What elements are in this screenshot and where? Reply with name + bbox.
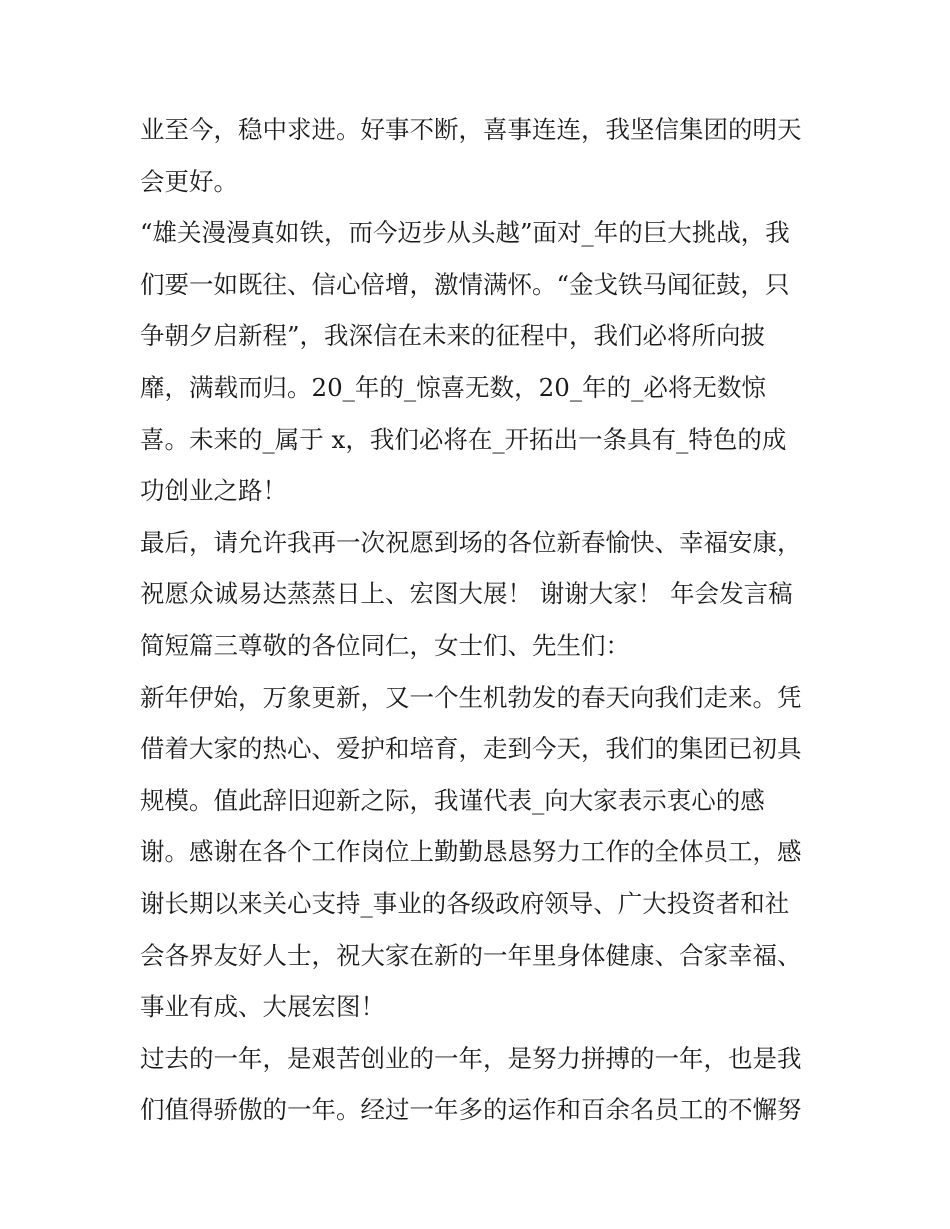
text-line: 谢。感谢在各个工作岗位上勤勤恳恳努力工作的全体员工，感 <box>140 837 802 867</box>
text-line: “雄关漫漫真如铁，而今迈步从头越”面对_年的巨大挑战，我 <box>140 218 790 248</box>
text-line: 新年伊始，万象更新，又一个生机勃发的春天向我们走来。凭 <box>140 682 802 712</box>
text-line: 会更好。 <box>140 166 238 196</box>
text-line: 喜。未来的_属于 x，我们必将在_开拓出一条具有_特色的成 <box>140 424 787 454</box>
body-text <box>140 104 820 1136</box>
text-line: 会各界友好人士，祝大家在新的一年里身体健康、合家幸福、 <box>140 940 802 970</box>
text-line: 过去的一年，是艰苦创业的一年，是努力拼搏的一年，也是我 <box>140 1043 802 1073</box>
text-line: 功创业之路！ <box>140 476 287 506</box>
text-line: 靡，满载而归。20_年的_惊喜无数，20_年的_必将无数惊 <box>140 372 766 402</box>
text-line: 借着大家的热心、爱护和培育，走到今天，我们的集团已初具 <box>140 734 802 764</box>
text-line: 们要一如既往、信心倍增，激情满怀。“金戈铁马闻征鼓，只 <box>140 269 790 299</box>
text-line: 业至今，稳中求进。好事不断，喜事连连，我坚信集团的明天 <box>140 115 802 144</box>
text-line: 们值得骄傲的一年。经过一年多的运作和百余名员工的不懈努 <box>140 1095 802 1125</box>
text-line: 谢长期以来关心支持_事业的各级政府领导、广大投资者和社 <box>140 888 790 918</box>
text-line: 简短篇三尊敬的各位同仁，女士们、先生们： <box>140 630 630 660</box>
text-line: 规模。值此辞旧迎新之际，我谨代表_向大家表示衷心的感 <box>140 785 765 815</box>
text-line: 祝愿众诚易达蒸蒸日上、宏图大展！ 谢谢大家！ 年会发言稿 <box>140 579 793 609</box>
text-line: 争朝夕启新程”，我深信在未来的征程中，我们必将所向披 <box>140 321 766 351</box>
text-line: 事业有成、大展宏图！ <box>140 992 385 1022</box>
text-line: 最后，请允许我再一次祝愿到场的各位新春愉快、幸福安康， <box>140 527 802 557</box>
